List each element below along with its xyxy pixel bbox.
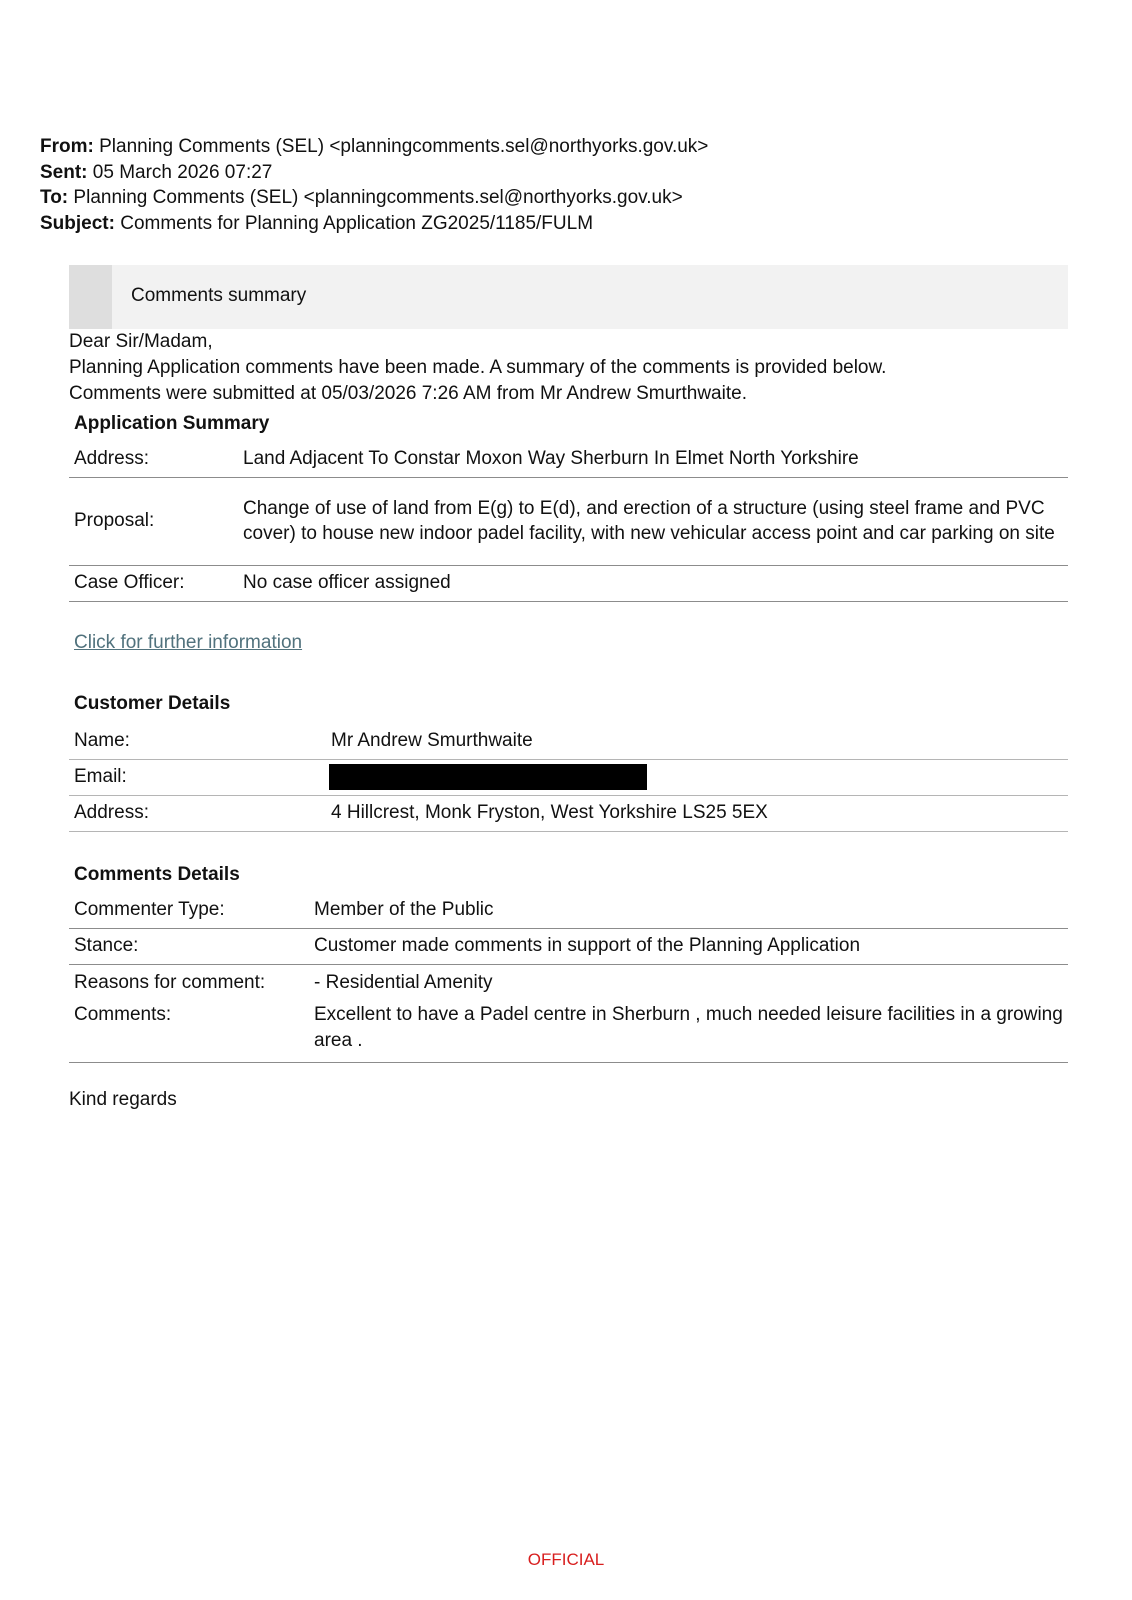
email-redaction-block	[329, 764, 647, 790]
customer-details-table	[69, 723, 1068, 832]
table-row	[69, 565, 1068, 601]
row-label: Address:	[69, 795, 326, 831]
application-summary-title: Application Summary	[74, 413, 270, 434]
row-label: Case Officer:	[69, 565, 238, 601]
table-row	[69, 892, 1068, 928]
row-label: Address:	[69, 441, 238, 477]
table-row	[69, 723, 1068, 759]
email-from-row	[40, 134, 708, 160]
banner-title: Comments summary	[131, 285, 307, 306]
table-row	[69, 759, 1068, 795]
customer-details-title: Customer Details	[74, 693, 231, 714]
email-from-value: Planning Comments (SEL) <planningcomments.sel@northyorks.gov.uk>	[99, 136, 709, 157]
row-value: - Residential Amenity	[314, 971, 493, 993]
comments-details-title: Comments Details	[74, 864, 240, 885]
row-label: Commenter Type:	[69, 892, 309, 928]
table-row	[69, 477, 1068, 565]
row-value: Excellent to have a Padel centre in Sherburn , much needed leisure facilities in a growing area .	[309, 1000, 1068, 1062]
intro-text	[69, 329, 886, 407]
intro-line-2: Comments were submitted at 05/03/2026 7:26 AM from Mr Andrew Smurthwaite.	[69, 383, 747, 404]
table-row	[69, 964, 1068, 1000]
intro-line-1: Planning Application comments have been made. A summary of the comments is provided below.	[69, 357, 887, 378]
row-label: Proposal:	[69, 477, 238, 565]
row-value: Customer made comments in support of the Planning Application	[309, 928, 1068, 964]
row-label: Reasons for comment:	[74, 971, 266, 993]
row-value	[326, 759, 1068, 795]
email-header	[40, 134, 708, 236]
table-row	[69, 1000, 1068, 1062]
row-value: No case officer assigned	[238, 565, 1068, 601]
row-value: Member of the Public	[309, 892, 1068, 928]
email-sent-row	[40, 160, 708, 186]
email-sent-label: Sent:	[40, 161, 88, 183]
email-subject-value: Comments for Planning Application ZG2025/1185/FULM	[120, 212, 594, 234]
official-marking: OFFICIAL	[527, 1550, 605, 1569]
email-from-label: From:	[40, 136, 94, 157]
email-subject-row	[40, 211, 708, 237]
greeting: Dear Sir/Madam,	[69, 331, 213, 352]
email-to-row	[40, 185, 708, 211]
row-value: Mr Andrew Smurthwaite	[326, 723, 1068, 759]
email-subject-label: Subject:	[40, 212, 115, 234]
email-to-value: Planning Comments (SEL) <planningcomments.sel@northyorks.gov.uk>	[73, 187, 683, 208]
email-to-label: To:	[40, 187, 69, 208]
row-label: Name:	[69, 723, 326, 759]
closing-text: Kind regards	[69, 1089, 177, 1110]
row-label: Stance:	[69, 928, 309, 964]
further-information-link[interactable]: Click for further information	[74, 632, 303, 653]
comments-summary-banner	[69, 265, 1068, 329]
row-label: Comments:	[69, 1000, 309, 1062]
row-label: Email:	[69, 759, 326, 795]
table-row	[69, 441, 1068, 477]
row-value: Change of use of land from E(g) to E(d), and erection of a structure (using steel frame and PVC cover) to house new indoor padel facility, with new vehicular access point and car parking on site	[238, 477, 1068, 565]
application-summary-table	[69, 441, 1068, 602]
table-row	[69, 795, 1068, 831]
comments-details-table	[69, 892, 1068, 1063]
row-value: Land Adjacent To Constar Moxon Way Sherburn In Elmet North Yorkshire	[238, 441, 1068, 477]
table-row	[69, 928, 1068, 964]
email-sent-value: 05 March 2026 07:27	[92, 161, 273, 183]
banner-accent-strip	[69, 265, 112, 329]
row-value: 4 Hillcrest, Monk Fryston, West Yorkshire LS25 5EX	[326, 795, 1068, 831]
